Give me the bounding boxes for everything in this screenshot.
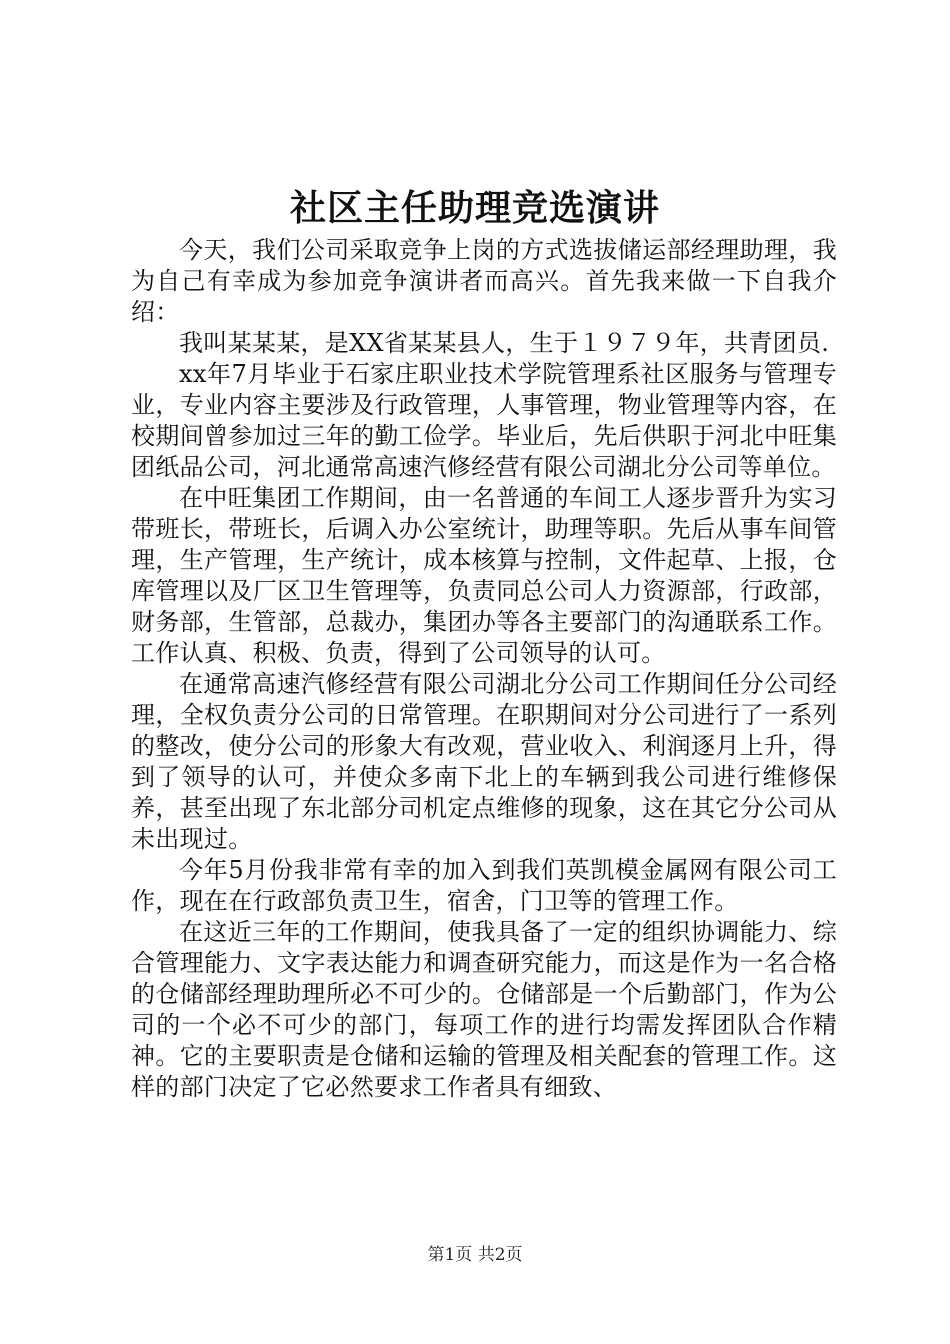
- paragraph-self-introduction: 我叫某某某，是XX省某某县人，生于１９７９年，共青团员.: [179, 329, 830, 357]
- page-footer: 第1页 共2页: [427, 1245, 523, 1265]
- paragraph-zhongwang-experience: 在中旺集团工作期间，由一名普通的车间工人逐步晋升为实习带班长，带班长，后调入办公室统计，助理等职。先后从事车间管理，生产管理，生产统计，成本核算与控制，文件起草、上报，仓库管理以及厂区卫生管理等，负责同总公司人力资源部，行政部，财务部，生管部，总裁办，集团办等各主要部门的沟通联系工作。工作认真、积极、负责，得到了公司领导的认可。: [131, 484, 837, 667]
- paragraph-abilities: 在这近三年的工作期间，使我具备了一定的组织协调能力、综合管理能力、文字表达能力和调查研究能力，而这是作为一名合格的仓储部经理助理所必不可少的。仓储部是一个后勤部门，作为公司的一个必不可少的部门，每项工作的进行均需发挥团队合作精神。它的主要职责是仓储和运输的管理及相关配套的管理工作。这样的部门决定了它必然要求工作者具有细致、: [131, 918, 837, 1101]
- paragraph-hubei-branch-experience: 在通常高速汽修经营有限公司湖北分公司工作期间任分公司经理，全权负责分公司的日常管理。在职期间对分公司进行了一系列的整改，使分公司的形象大有改观，营业收入、利润逐月上升，得到了领导的认可，并使众多南下北上的车辆到我公司进行维修保养，甚至出现了东北部分司机定点维修的现象，这在其它分公司从未出现过。: [131, 670, 837, 853]
- paragraph-current-position: 今年5月份我非常有幸的加入到我们英凯模金属网有限公司工作，现在在行政部负责卫生，宿舍，门卫等的管理工作。: [131, 856, 837, 915]
- document-body: [131, 235, 837, 1103]
- paragraph-education: xx年7月毕业于石家庄职业技术学院管理系社区服务与管理专业，专业内容主要涉及行政管理，人事管理，物业管理等内容，在校期间曾参加过三年的勤工俭学。毕业后，先后供职于河北中旺集团纸品公司，河北通常高速汽修经营有限公司湖北分公司等单位。: [131, 360, 837, 481]
- paragraph-intro: 今天，我们公司采取竞争上岗的方式选拔储运部经理助理，我为自己有幸成为参加竞争演讲者而高兴。首先我来做一下自我介绍：: [131, 236, 837, 326]
- document-title: 社区主任助理竞选演讲: [289, 187, 660, 229]
